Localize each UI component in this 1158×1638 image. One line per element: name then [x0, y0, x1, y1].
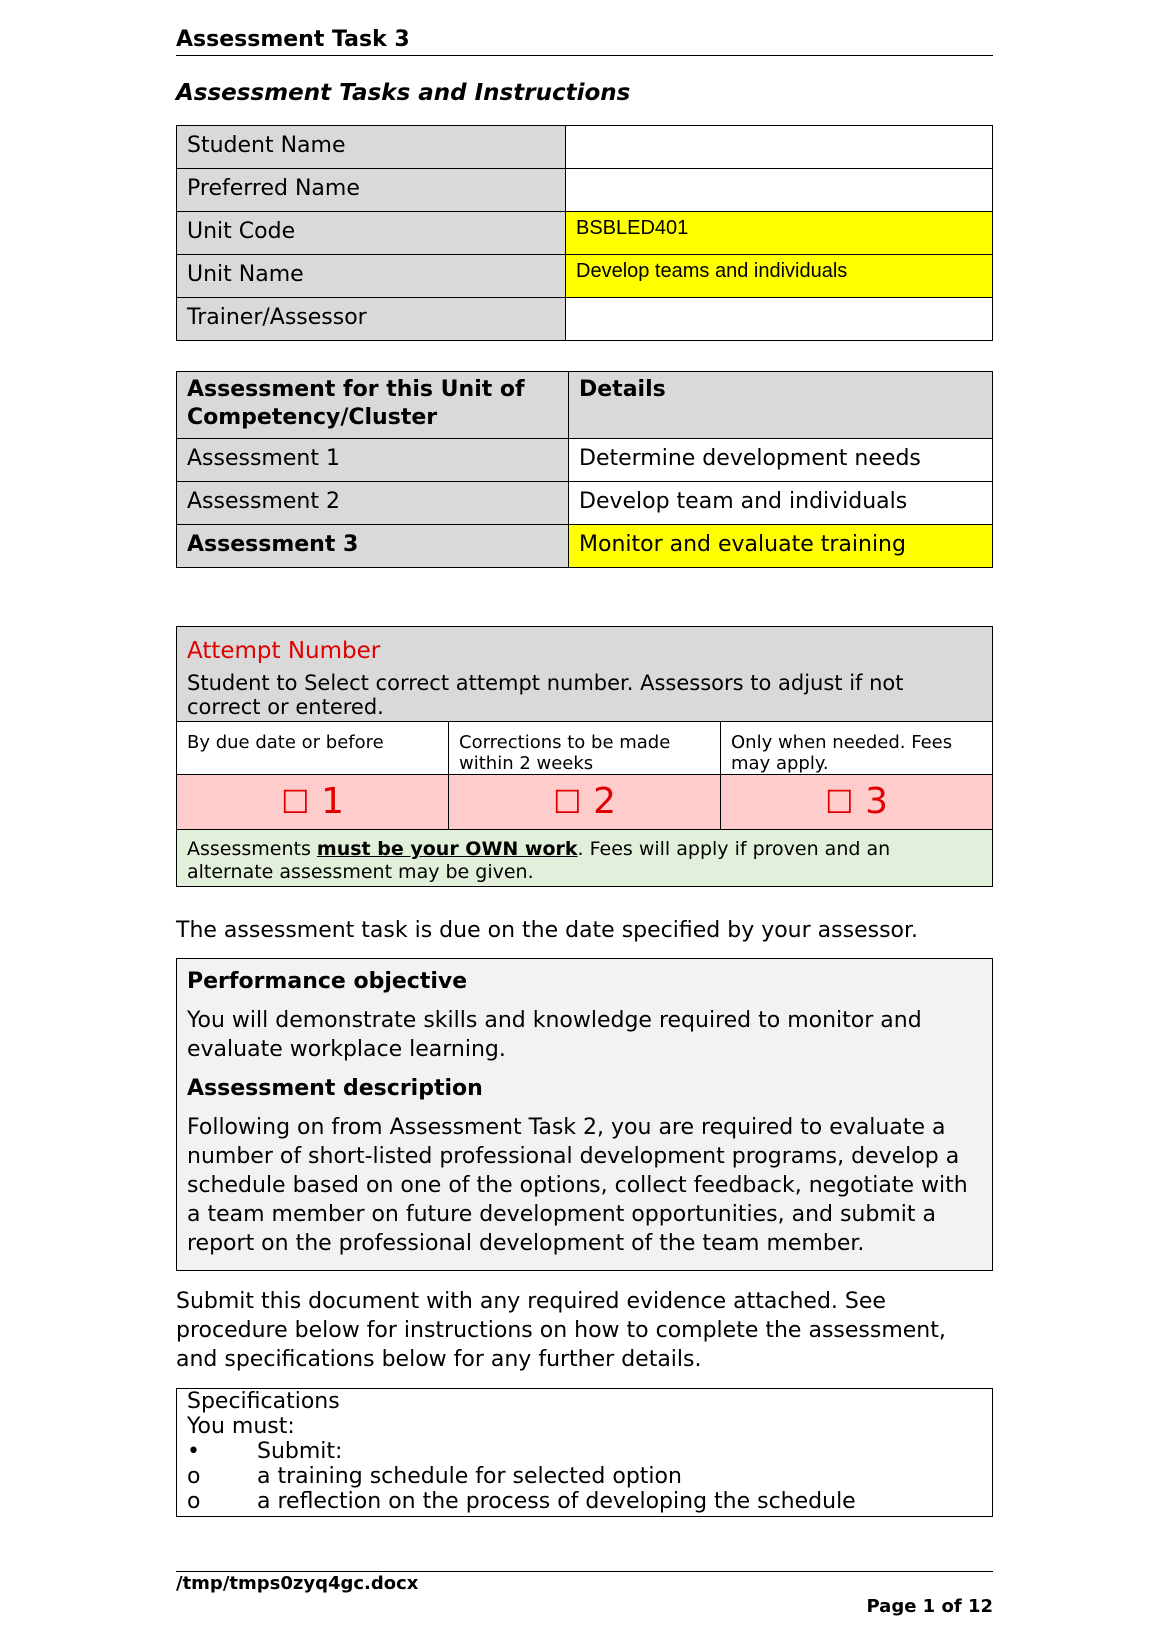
- table-row: [177, 482, 993, 525]
- list-item: [187, 1464, 982, 1489]
- attempt-number-label: 1: [321, 781, 345, 822]
- attempt-number-label: 2: [593, 781, 617, 822]
- attempt-number-label: 3: [865, 781, 889, 822]
- table-row: [177, 212, 993, 255]
- list-item: [187, 1439, 982, 1464]
- footer-page-number: Page 1 of 12: [866, 1596, 993, 1617]
- own-work-notice: [177, 830, 993, 887]
- attempt-option-desc: Only when needed. Fees may apply.: [721, 722, 993, 775]
- list-item-text: Submit:: [257, 1439, 343, 1464]
- preferred-name-field[interactable]: [566, 169, 993, 212]
- table-row: [177, 627, 993, 722]
- table-row: [177, 169, 993, 212]
- performance-box: [176, 958, 993, 1271]
- checkbox-icon: ☐: [824, 783, 854, 821]
- bullet-icon: o: [187, 1489, 201, 1514]
- attempt-number-title: Attempt Number: [187, 638, 381, 664]
- performance-objective-heading: Performance objective: [187, 969, 468, 994]
- specifications-box: [176, 1388, 993, 1517]
- attempt-2-checkbox[interactable]: [449, 775, 721, 830]
- attempt-option-desc: By due date or before: [177, 722, 449, 775]
- assessment-detail-current: Monitor and evaluate training: [569, 525, 993, 568]
- table-row: [177, 525, 993, 568]
- checkbox-icon: ☐: [280, 783, 310, 821]
- table-row: [177, 439, 993, 482]
- bullet-icon: o: [187, 1464, 201, 1489]
- assessment-description-heading: Assessment description: [187, 1076, 483, 1101]
- table-row: [177, 298, 993, 341]
- table-row: [177, 959, 993, 1271]
- performance-objective-text: You will demonstrate skills and knowledge required to monitor and evaluate workplace learning.: [187, 1008, 922, 1062]
- specifications-cell: [177, 1389, 993, 1517]
- performance-cell: [177, 959, 993, 1271]
- table-header-row: [177, 372, 993, 439]
- table-row: [177, 775, 993, 830]
- assessment-name: Assessment 2: [177, 482, 569, 525]
- attempt-3-checkbox[interactable]: [721, 775, 993, 830]
- assessment-detail: Develop team and individuals: [569, 482, 993, 525]
- table-row: [177, 1389, 993, 1517]
- info-label: Unit Name: [177, 255, 566, 298]
- info-label: Preferred Name: [177, 169, 566, 212]
- assessment-name: Assessment 1: [177, 439, 569, 482]
- own-work-emphasis: must be your OWN work: [316, 838, 578, 860]
- own-work-prefix: Assessments: [187, 838, 317, 860]
- attempt-option-desc: Corrections to be made within 2 weeks: [449, 722, 721, 775]
- column-header-details: Details: [569, 372, 993, 439]
- student-name-field[interactable]: [566, 126, 993, 169]
- assessment-overview-table: [176, 371, 993, 568]
- attempt-instructions: Student to Select correct attempt number. Assessors to adjust if not correct or entered.: [187, 671, 904, 719]
- page-header-title: Assessment Task 3: [176, 26, 993, 56]
- assessment-name-current: Assessment 3: [177, 525, 569, 568]
- info-label: Unit Code: [177, 212, 566, 255]
- footer-divider: [176, 1571, 993, 1572]
- attempt-number-table: [176, 626, 993, 887]
- table-row: [177, 830, 993, 887]
- bullet-icon: •: [187, 1439, 200, 1464]
- table-row: [177, 255, 993, 298]
- student-info-table: [176, 125, 993, 341]
- specifications-title: Specifications: [187, 1389, 340, 1414]
- table-row: [177, 126, 993, 169]
- specifications-intro: You must:: [187, 1414, 295, 1439]
- list-item-text: a training schedule for selected option: [257, 1464, 682, 1489]
- submit-instructions: Submit this document with any required evidence attached. See procedure below for instructions on how to complete the assessment, and specifications below for any further details.: [176, 1289, 946, 1372]
- trainer-assessor-field[interactable]: [566, 298, 993, 341]
- list-item: [187, 1489, 982, 1514]
- own-work-suffix: . Fees will apply if proven and an alternate assessment may be given.: [187, 838, 891, 883]
- attempt-header-cell: [177, 627, 993, 722]
- assessment-description-text: Following on from Assessment Task 2, you are required to evaluate a number of short-listed professional development programs, develop a schedule based on one of the options, collect feedback, negotiate with a team member on future development opportunities, and submit a report on the professional development of the team member.: [187, 1115, 968, 1256]
- checkbox-icon: ☐: [552, 783, 582, 821]
- table-row: [177, 722, 993, 775]
- unit-name-value: Develop teams and individuals: [566, 255, 993, 298]
- info-label: Student Name: [177, 126, 566, 169]
- section-subtitle: Assessment Tasks and Instructions: [176, 80, 631, 106]
- unit-code-value: BSBLED401: [566, 212, 993, 255]
- list-item-text: a reflection on the process of developing the schedule: [257, 1489, 856, 1514]
- attempt-1-checkbox[interactable]: [177, 775, 449, 830]
- column-header-assessment: Assessment for this Unit of Competency/Cluster: [177, 372, 569, 439]
- info-label: Trainer/Assessor: [177, 298, 566, 341]
- assessment-detail: Determine development needs: [569, 439, 993, 482]
- due-date-text: The assessment task is due on the date specified by your assessor.: [176, 918, 919, 943]
- footer-file-path: /tmp/tmps0zyq4gc.docx: [176, 1573, 419, 1594]
